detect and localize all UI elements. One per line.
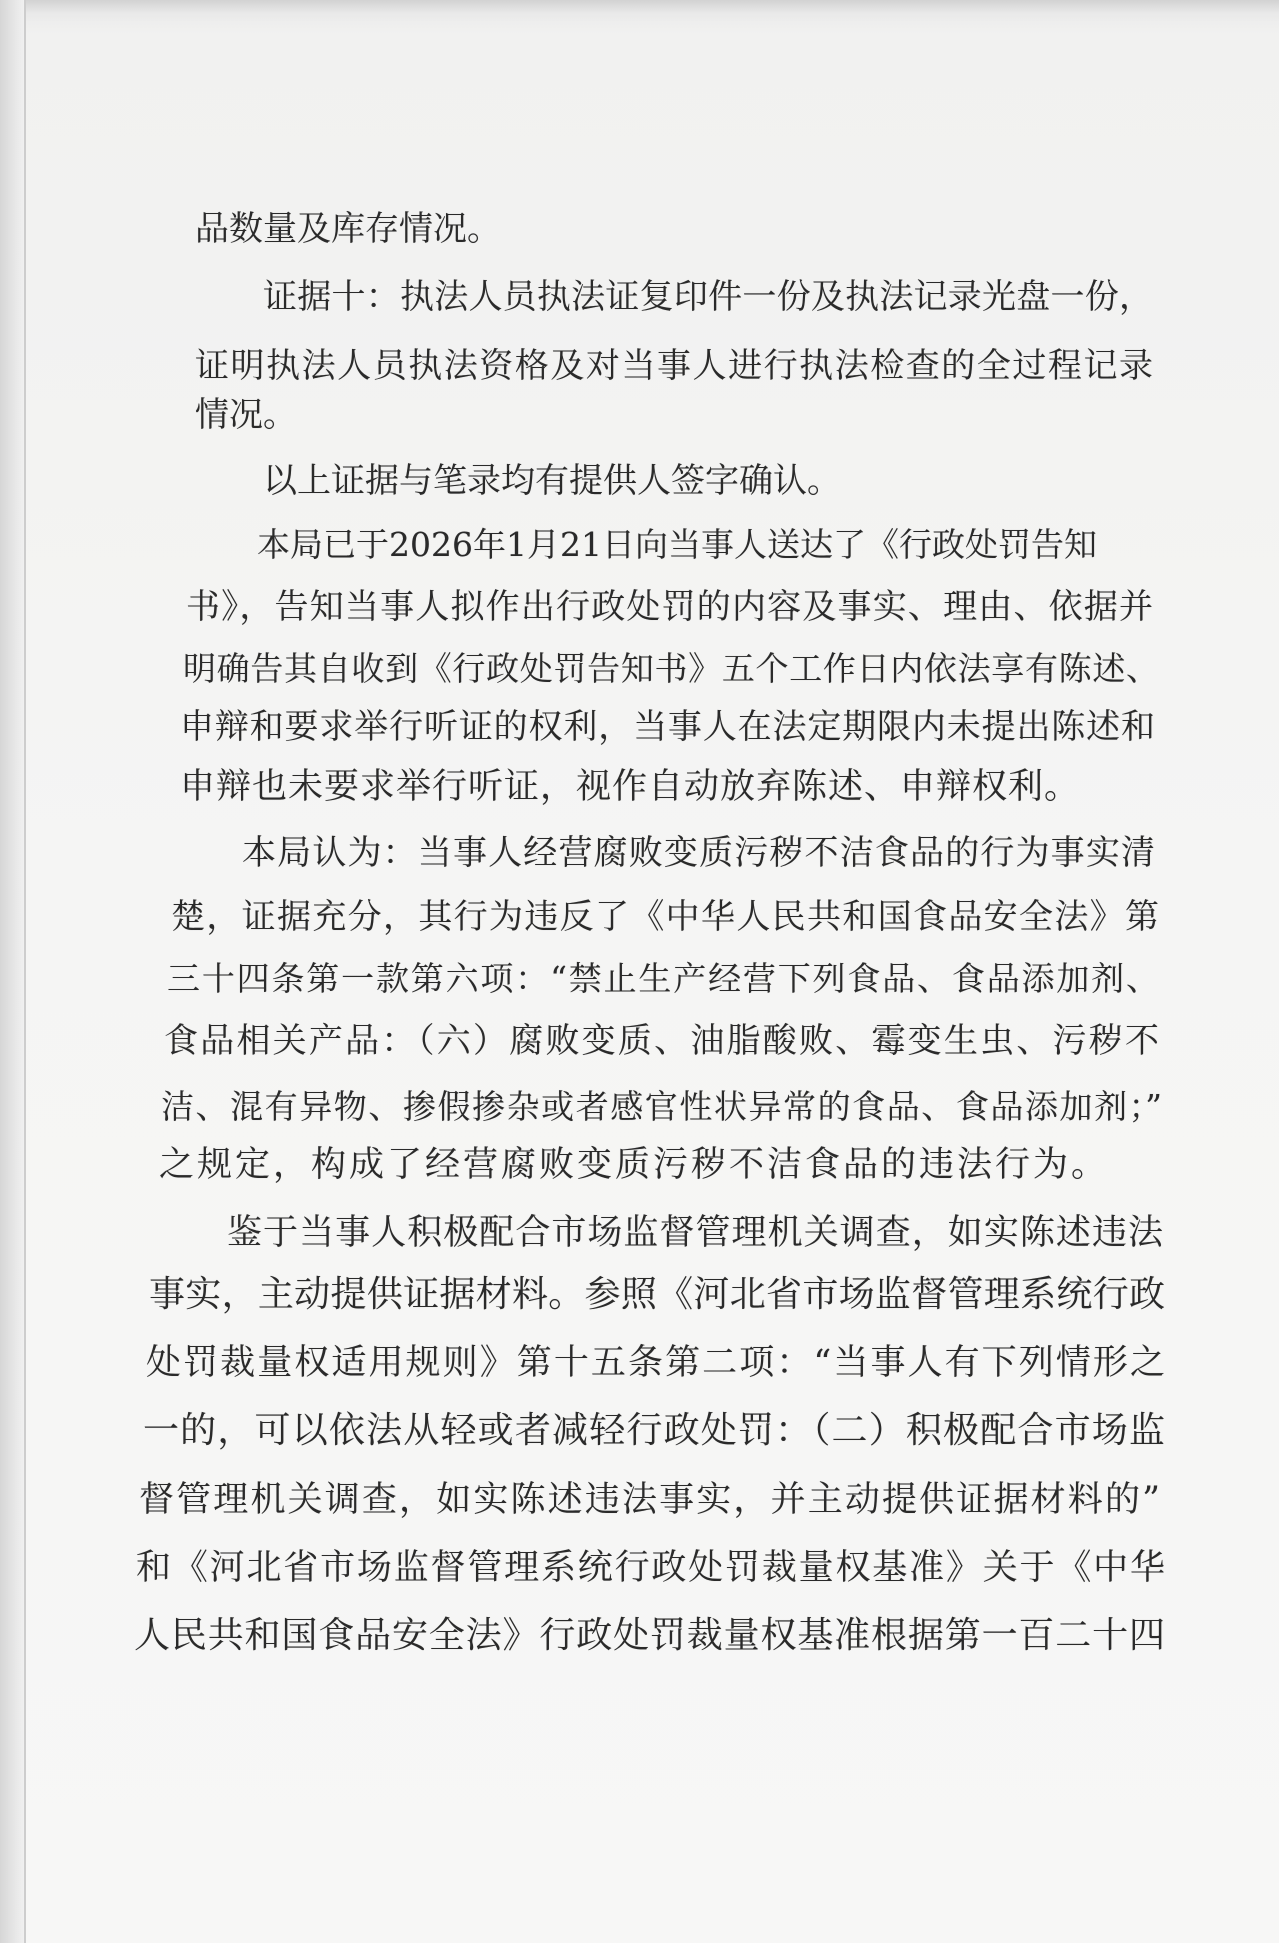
text-line: 本局已于2026年1月21日向当事人送达了《行政处罚告知 (257, 525, 1097, 564)
text-line: 之规定，构成了经营腐败变质污秽不洁食品的违法行为。 (159, 1145, 1110, 1185)
paper-edge-top (0, 0, 1279, 22)
text-line: 食品相关产品：（六）腐败变质、油脂酸败、霉变生虫、污秽不 (164, 1021, 1159, 1061)
text-line: 鉴于当事人积极配合市场监督管理机关调查，如实陈述违法 (227, 1213, 1163, 1253)
text-line: 书》，告知当事人拟作出行政处罚的内容及事实、理由、依据并 (186, 587, 1153, 627)
paper-edge-line (24, 0, 26, 1943)
text-line: 和《河北省市场监督管理系统行政处罚裁量权基准》关于《中华 (136, 1548, 1165, 1588)
text-line: 以上证据与笔录均有提供人签字确认。 (263, 461, 841, 501)
text-line: 品数量及库存情况。 (195, 209, 501, 249)
text-line: 证据十：执法人员执法证复印件一份及执法记录光盘一份， (263, 277, 1153, 317)
text-line: 处罚裁量权适用规则》第十五条第二项：“当事人有下列情形之 (146, 1343, 1165, 1383)
text-line: 督管理机关调查，如实陈述违法事实，并主动提供证据材料的” (139, 1480, 1160, 1520)
text-line: 申辩也未要求举行听证，视作自动放弃陈述、申辩权利。 (180, 767, 1081, 807)
text-line: 本局认为：当事人经营腐败变质污秽不洁食品的行为事实清 (242, 833, 1155, 873)
paper-edge-left (0, 0, 24, 1943)
text-line: 楚，证据充分，其行为违反了《中华人民共和国食品安全法》第 (171, 897, 1159, 937)
text-line: 事实，主动提供证据材料。参照《河北省市场监督管理系统行政 (149, 1274, 1165, 1315)
text-line: 申辩和要求举行听证的权利，当事人在法定期限内未提出陈述和 (180, 707, 1155, 747)
text-line: 情况。 (195, 395, 297, 435)
text-line: 一的，可以依法从轻或者减轻行政处罚：（二）积极配合市场监 (143, 1410, 1165, 1451)
text-line: 三十四条第一款第六项：“禁止生产经营下列食品、食品添加剂、 (167, 959, 1159, 998)
text-line: 证明执法人员执法资格及对当事人进行执法检查的全过程记录 (195, 346, 1153, 386)
text-line: 洁、混有异物、掺假掺杂或者感官性状异常的食品、食品添加剂；” (161, 1087, 1162, 1126)
text-line: 明确告其自收到《行政处罚告知书》五个工作日内依法享有陈述、 (183, 649, 1159, 688)
text-line: 人民共和国食品安全法》行政处罚裁量权基准根据第一百二十四 (134, 1615, 1165, 1656)
